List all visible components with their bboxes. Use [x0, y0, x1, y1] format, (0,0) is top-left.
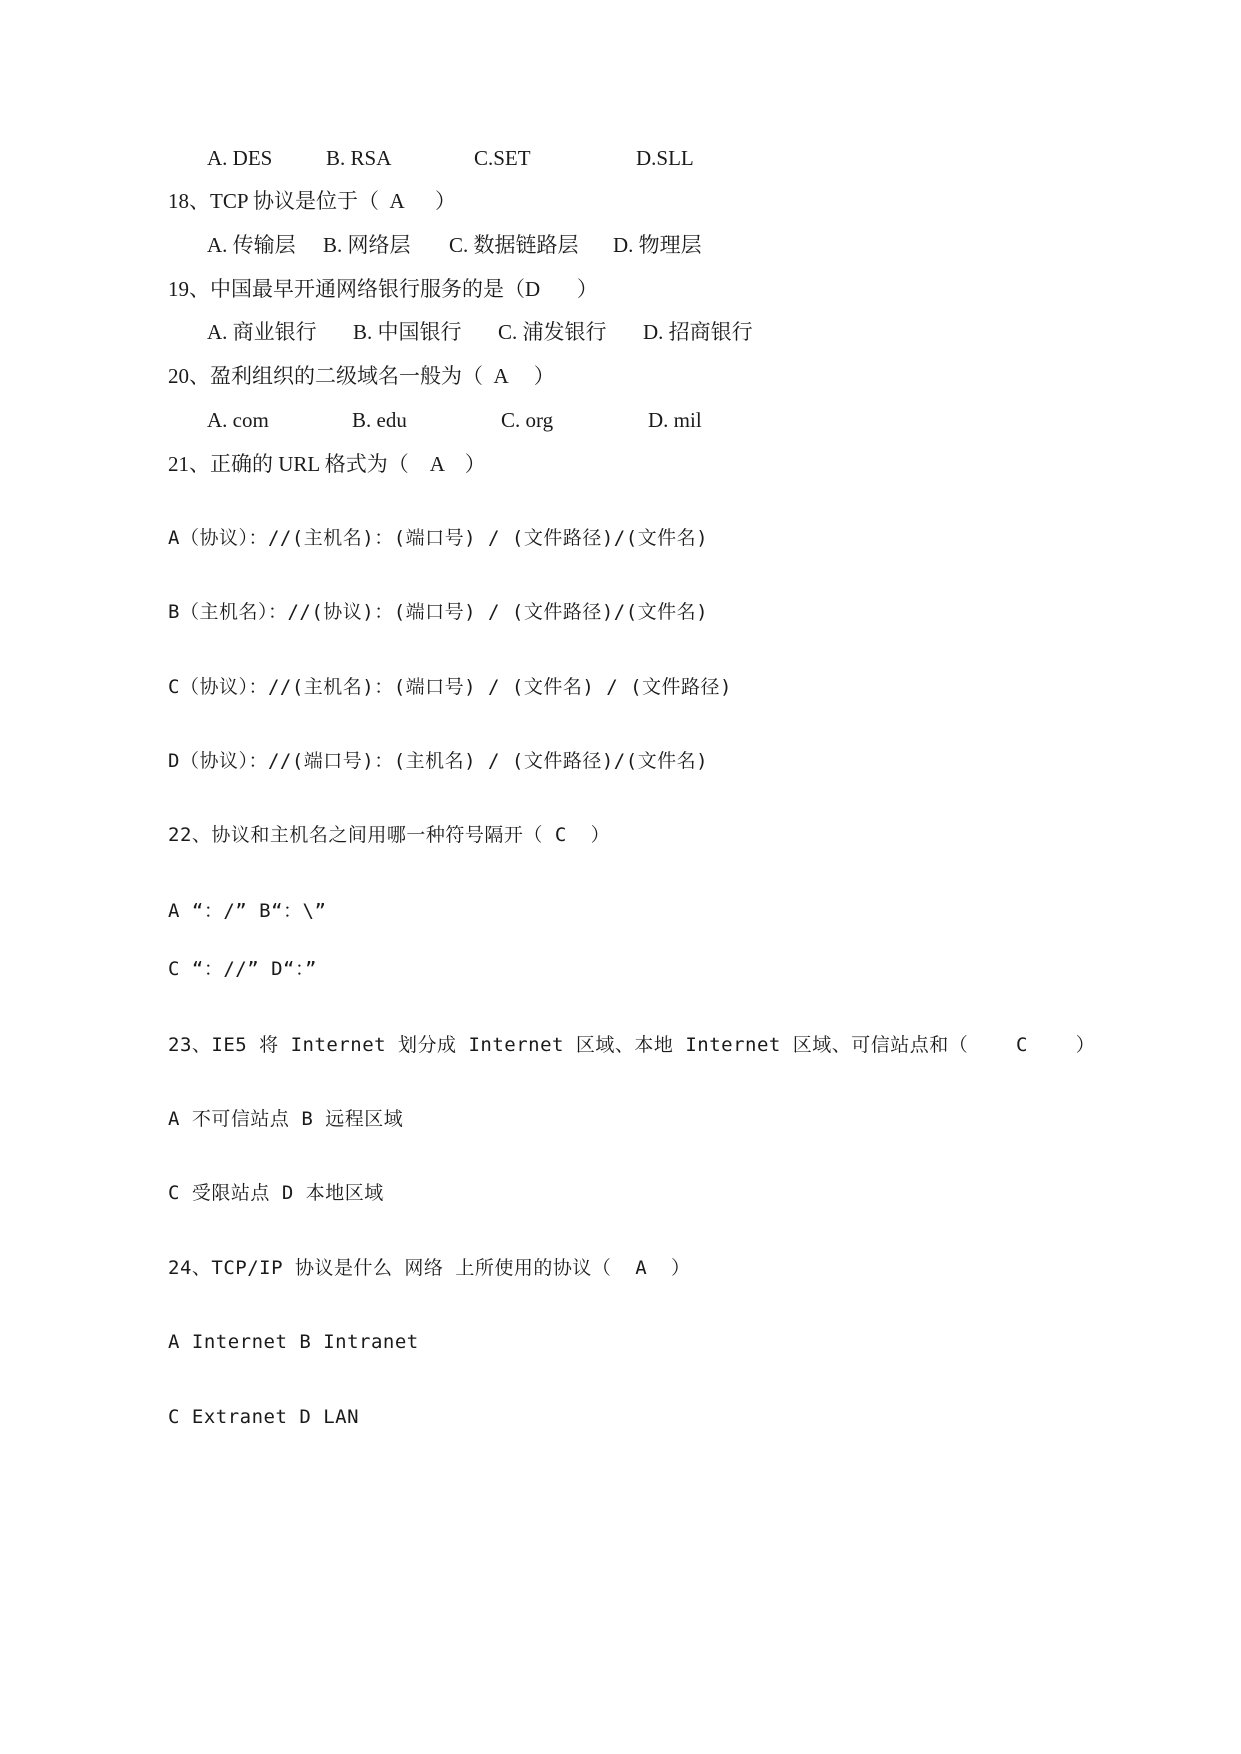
q21-stem: 21、正确的 URL 格式为（ A ）	[168, 452, 486, 476]
q20-stem: 20、盈利组织的二级域名一般为（ A ）	[168, 364, 555, 388]
q20-option-c: C. org	[501, 408, 554, 432]
q20-option-a: A. com	[207, 408, 269, 432]
q19-option-b: B. 中国银行	[353, 320, 462, 344]
q18-option-a: A. 传输层	[207, 233, 296, 257]
q22-stem: 22、协议和主机名之间用哪一种符号隔开（ C ）	[168, 824, 611, 846]
q19-stem: 19、中国最早开通网络银行服务的是（D ）	[168, 277, 598, 301]
q23-options-cd: C 受限站点 D 本地区域	[168, 1182, 384, 1204]
q23-options-ab: A 不可信站点 B 远程区域	[168, 1108, 404, 1130]
q17-option-a: A. DES	[207, 146, 273, 170]
q24-options-cd: C Extranet D LAN	[168, 1406, 360, 1428]
q23-stem: 23、IE5 将 Internet 划分成 Internet 区域、本地 Internet 区域、可信站点和（ C ）	[168, 1034, 1096, 1056]
q24-stem: 24、TCP/IP 协议是什么 网络 上所使用的协议（ A ）	[168, 1257, 691, 1279]
q19-option-d: D. 招商银行	[643, 320, 753, 344]
q22-options-cd: C “：//” D“：”	[168, 958, 317, 980]
q18-option-d: D. 物理层	[613, 233, 702, 257]
q17-option-c: C.SET	[474, 146, 531, 170]
q18-option-b: B. 网络层	[323, 233, 411, 257]
q24-options-ab: A Internet B Intranet	[168, 1331, 419, 1353]
q21-option-d: D（协议）：//(端口号)：(主机名) / (文件路径)/(文件名)	[168, 750, 709, 772]
q21-option-c: C（协议）：//(主机名)：(端口号) / (文件名) / (文件路径)	[168, 676, 732, 698]
q18-stem: 18、TCP 协议是位于（ A ）	[168, 189, 456, 213]
q19-option-c: C. 浦发银行	[498, 320, 607, 344]
q19-option-a: A. 商业银行	[207, 320, 317, 344]
q17-option-d: D.SLL	[636, 146, 694, 170]
q20-option-b: B. edu	[352, 408, 407, 432]
q17-option-b: B. RSA	[326, 146, 392, 170]
q21-option-a: A（协议）：//(主机名)：(端口号) / (文件路径)/(文件名)	[168, 527, 709, 549]
q20-option-d: D. mil	[648, 408, 702, 432]
q22-options-ab: A “：/” B“：\”	[168, 900, 327, 922]
q21-option-b: B（主机名）：//(协议)：(端口号) / (文件路径)/(文件名)	[168, 601, 709, 623]
q18-option-c: C. 数据链路层	[449, 233, 579, 257]
